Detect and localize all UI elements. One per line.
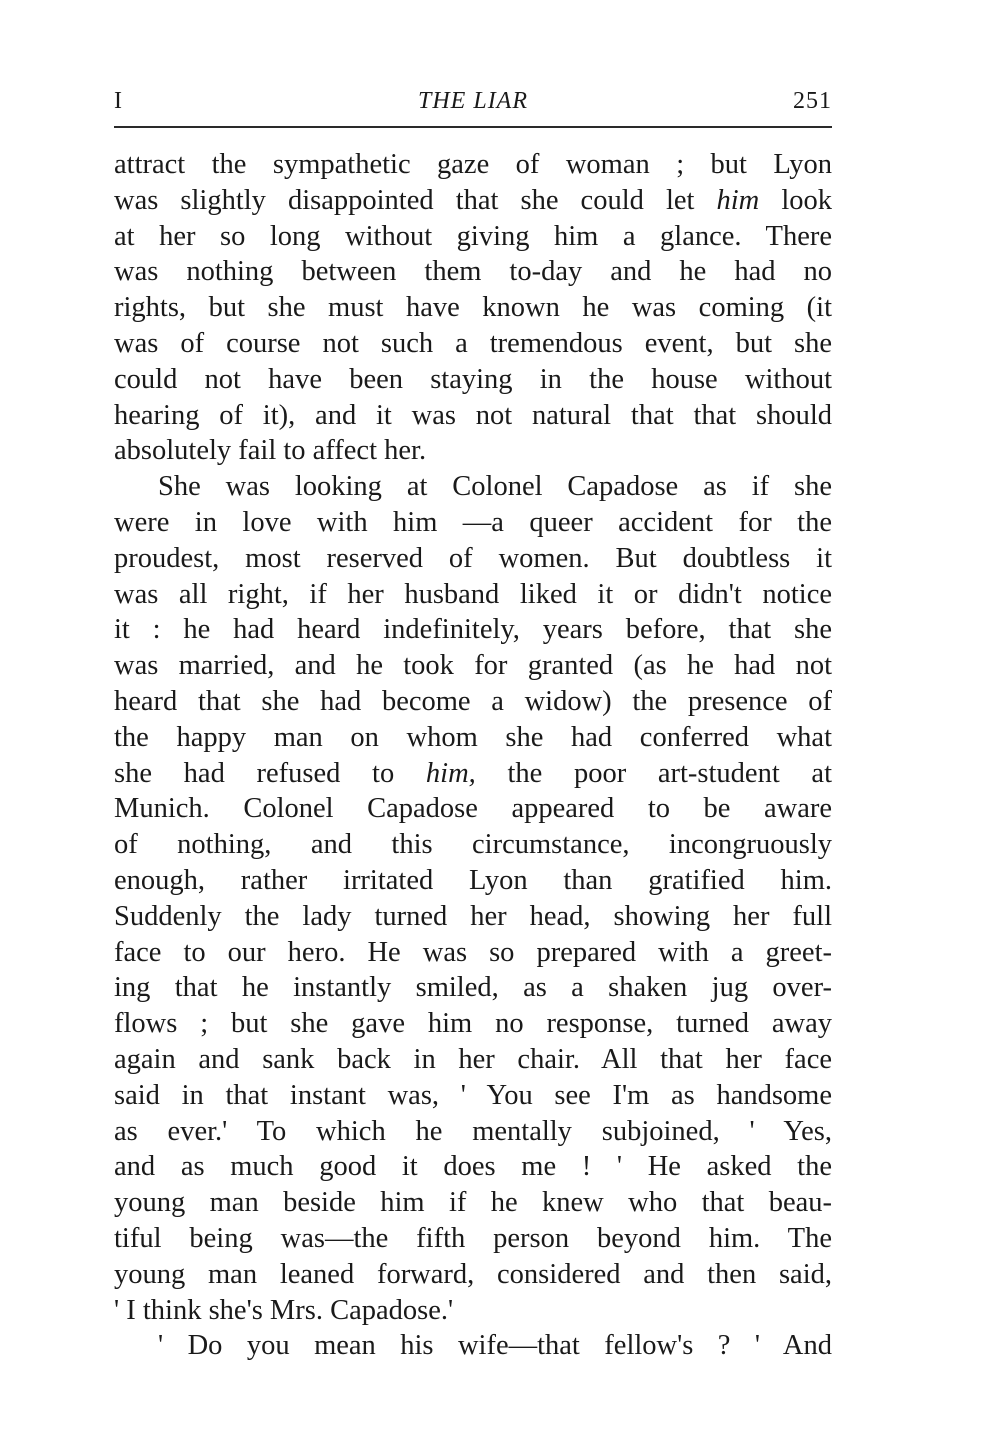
paragraph-end-line: absolutely fail to affect her. [114, 435, 427, 467]
text-line: as ever.' To which he mentally subjoined, ' Yes, [114, 1115, 832, 1147]
text-line: tiful being was—the fifth person beyond him. The [114, 1222, 832, 1254]
text-line: Munich. Colonel Capadose appeared to be aware [114, 793, 832, 825]
text-line: attract the sympathetic gaze of woman ; but Lyon [114, 149, 832, 180]
text-line: enough, rather irritated Lyon than gratified him. [114, 864, 832, 896]
text-line: hearing of it), and it was not natural that that should [114, 399, 832, 431]
text-line: proudest, most reserved of women. But doubtless it [114, 542, 832, 574]
header-rule [114, 126, 832, 128]
text-line: Suddenly the lady turned her head, showing her full [114, 900, 832, 932]
text-line: at her so long without giving him a glance. There [114, 220, 832, 252]
text-line: of nothing, and this circumstance, incongruously [114, 829, 832, 861]
paragraph-start-line: ' Do you mean his wife—that fellow's ? ' And [158, 1330, 832, 1362]
signature-mark: I [114, 88, 122, 114]
body-text [114, 147, 832, 1364]
text-line: again and sank back in her chair. All that her face [114, 1043, 832, 1075]
text-line: young man beside him if he knew who that beau- [114, 1187, 832, 1219]
text-line: face to our hero. He was so prepared with a greet- [114, 936, 832, 968]
text-line: was married, and he took for granted (as he had not [114, 650, 832, 682]
text-line: ing that he instantly smiled, as a shaken jug over- [114, 972, 832, 1004]
text-line: was slightly disappointed that she could let him look [114, 184, 833, 216]
running-title: THE LIAR [418, 88, 528, 114]
text-line: was nothing between them to-day and he had no [114, 256, 832, 288]
page-number: 251 [793, 88, 832, 114]
text-line: it : he had heard indefinitely, years before, that she [114, 614, 832, 646]
text-line: the happy man on whom she had conferred what [114, 721, 832, 753]
text-line: she had refused to him, the poor art-student at [114, 757, 832, 789]
text-line: rights, but she must have known he was coming (it [114, 292, 832, 324]
running-head [114, 86, 832, 116]
paragraph-start-line: She was looking at Colonel Capadose as if she [158, 471, 832, 503]
text-line: flows ; but she gave him no response, turned away [114, 1008, 832, 1040]
paragraph-end-line: ' I think she's Mrs. Capadose.' [114, 1294, 454, 1326]
text-line: said in that instant was, ' You see I'm as handsome [114, 1079, 832, 1111]
italic-emphasis: him [716, 184, 760, 216]
text-line: were in love with him —a queer accident for the [114, 506, 832, 538]
text-line: young man leaned forward, considered and then said, [114, 1258, 832, 1290]
italic-emphasis: him, [425, 757, 476, 789]
text-line: and as much good it does me ! ' He asked the [114, 1151, 832, 1183]
text-line: was of course not such a tremendous event, but she [114, 327, 832, 359]
text-line: could not have been staying in the house without [114, 363, 832, 395]
text-line: heard that she had become a widow) the presence of [114, 685, 832, 717]
text-line: was all right, if her husband liked it or didn't notice [114, 578, 832, 610]
